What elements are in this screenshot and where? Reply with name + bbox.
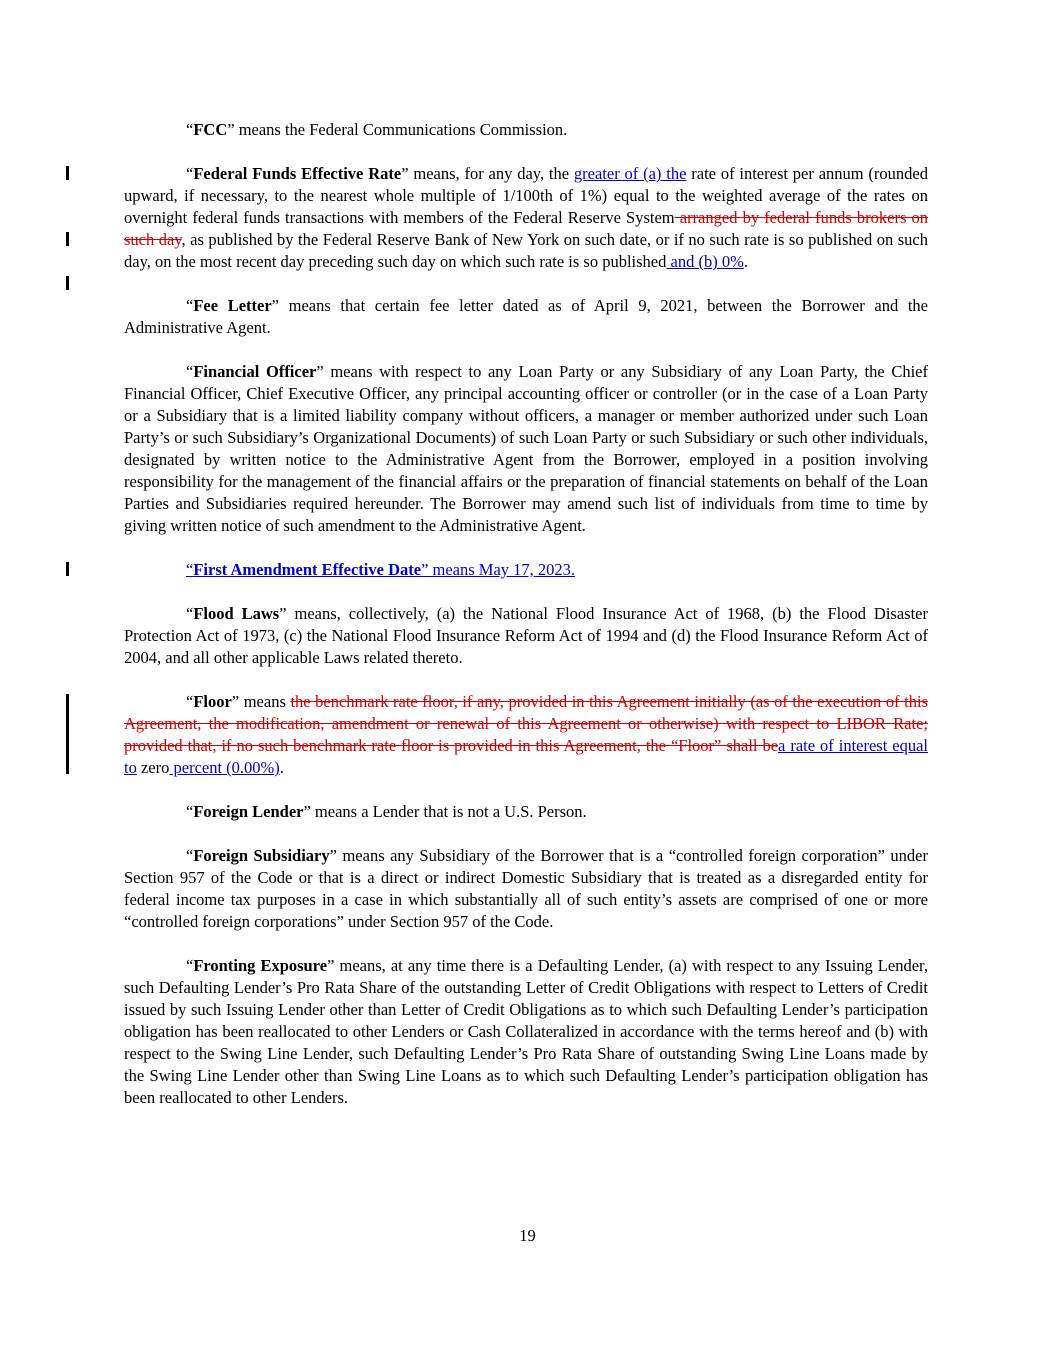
text-segment: ” means, for any day, the [401, 164, 574, 183]
definition-fcc [124, 119, 928, 141]
inserted-text: First Amendment Effective Date [193, 560, 422, 579]
deleted-text: arranged by federal funds brokers on such day [124, 208, 928, 249]
text-segment: “ [186, 164, 194, 183]
definition-foreign-lender [124, 801, 928, 823]
inserted-text: ” means May 17, 2023. [421, 560, 576, 579]
definition-first-amendment-effective-date [124, 559, 928, 581]
text-segment: “ [186, 692, 194, 711]
text-segment: ” means [231, 692, 291, 711]
text-segment: “ [186, 846, 194, 865]
change-bar [66, 166, 69, 180]
text-segment: “ [186, 120, 194, 139]
text-segment: Federal Funds Effective Rate [193, 164, 402, 183]
definition-fronting-exposure [124, 955, 928, 1109]
text-segment: Foreign Lender [193, 802, 304, 821]
text-segment: FCC [193, 120, 228, 139]
text-segment: “ [186, 604, 194, 623]
text-segment: Flood Laws [193, 604, 280, 623]
change-bar [66, 232, 69, 246]
text-segment: ” means, at any time there is a Defaulting Lender, (a) with respect to any Issuing Lender, such Defaulting Lender’s Pro Rata Share of the outstanding Letter of Credit Obligations with respect to Letters of Credit issued by such Issuing Lender other than Letter of Credit Obligations as to which such Defaulting Lender’s participation obligation has been reallocated to other Lenders or Cash Collateralized in accordance with the terms hereof and (b) with respect to the Swing Line Lender, such Defaulting Lender’s Pro Rata Share of outstanding Swing Line Loans made by the Swing Line Lender other than Swing Line Loans as to which such Defaulting Lender’s participation obligation has been reallocated to other Lenders. [124, 956, 928, 1107]
change-bar [66, 276, 69, 290]
text-segment: rate of interest per annum (rounded upward, if necessary, to the nearest whole multiple of 1/100th of 1%) equal to the weighted average of the rates on overnight federal funds transactions with members of the Federal Reserve System [124, 164, 928, 227]
inserted-text: a rate of interest equal to [124, 736, 928, 777]
text-segment: Foreign Subsidiary [193, 846, 330, 865]
deleted-text: the benchmark rate floor, if any, provided in this Agreement initially (as of the execution of this Agreement, the modification, amendment or renewal of this Agreement or otherwise) with respect to LIBOR Rate; provided that, if no such benchmark rate floor is provided in this Agreement, the “Floor” shall be [124, 692, 928, 755]
document-body [124, 119, 928, 1131]
definition-foreign-subsidiary [124, 845, 928, 933]
definition-floor [124, 691, 928, 779]
text-segment: ” means, collectively, (a) the National Flood Insurance Act of 1968, (b) the Flood Disaster Protection Act of 1973, (c) the National Flood Insurance Reform Act of 1994 and (d) the Flood Insurance Reform Act of 2004, and all other applicable Laws related thereto. [124, 604, 929, 667]
inserted-text: and (b) 0% [666, 252, 744, 271]
text-segment: Fronting Exposure [193, 956, 328, 975]
text-segment: Fee Letter [193, 296, 272, 315]
inserted-text: greater of (a) the [573, 164, 687, 183]
text-segment: ” means any Subsidiary of the Borrower that is a “controlled foreign corporation” under Section 957 of the Code or that is a direct or indirect Domestic Subsidiary that is treated as a disregarded entity for federal income tax purposes in a case in which substantially all of such entity’s assets are comprised of one or more “controlled foreign corporations” under Section 957 of the Code. [124, 846, 928, 931]
text-segment: Floor [193, 692, 232, 711]
text-segment: ” means a Lender that is not a U.S. Person. [303, 802, 587, 821]
change-bar [66, 694, 69, 774]
page-number: 19 [519, 1226, 536, 1245]
text-segment: “ [186, 802, 194, 821]
text-segment: . [743, 252, 748, 271]
definition-federal-funds-effective-rate [124, 163, 928, 273]
definition-flood-laws [124, 603, 928, 669]
text-segment: . [279, 758, 284, 777]
text-segment: ” means with respect to any Loan Party or any Subsidiary of any Loan Party, the Chief Financial Officer, Chief Executive Officer, any principal accounting officer or controller (or in the case of a Loan Party or a Subsidiary that is a limited liability company without officers, a manager or member authorized under such Loan Party’s or such Subsidiary’s Organizational Documents) of such Loan Party or such Subsidiary or such other individuals, designated by written notice to the Administrative Agent from the Borrower, employed in a position involving responsibility for the management of the financial affairs or the preparation of financial statements on behalf of the Loan Parties and Subsidiaries required hereunder. The Borrower may amend such list of individuals from time to time by giving written notice of such amendment to the Administrative Agent. [124, 362, 928, 535]
definition-fee-letter [124, 295, 928, 339]
text-segment: Financial Officer [193, 362, 317, 381]
inserted-text: percent (0.00%) [169, 758, 280, 777]
text-segment: “ [186, 956, 194, 975]
definition-financial-officer [124, 361, 928, 537]
inserted-text: “ [186, 560, 194, 579]
text-segment: , as published by the Federal Reserve Bank of New York on such date, or if no such rate is so published on such day, on the most recent day preceding such day on which such rate is so published [124, 230, 928, 271]
text-segment: ” means that certain fee letter dated as of April 9, 2021, between the Borrower and the Administrative Agent. [124, 296, 928, 337]
change-bar [66, 562, 69, 576]
text-segment: ” means the Federal Communications Commission. [227, 120, 568, 139]
text-segment: zero [136, 758, 170, 777]
text-segment: “ [186, 296, 194, 315]
text-segment: “ [186, 362, 194, 381]
